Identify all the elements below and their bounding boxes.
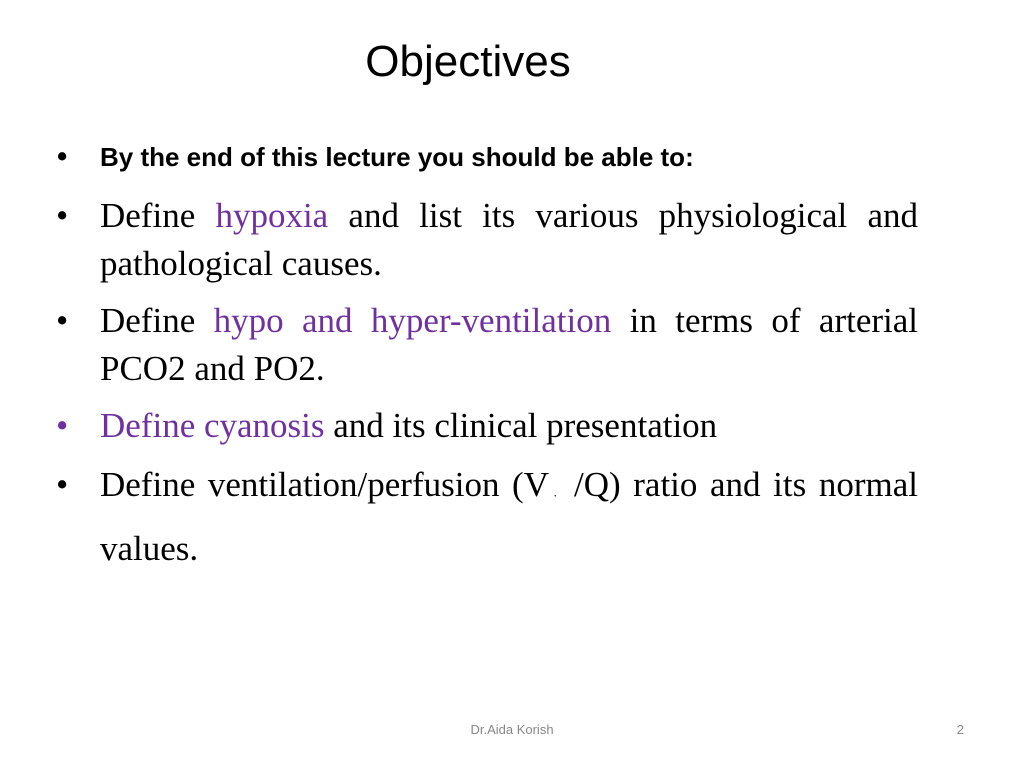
dot-subscript: ˙ (549, 493, 562, 508)
text: Define (100, 196, 216, 235)
text: /Q) ratio and its normal values. (100, 465, 918, 568)
highlight-term: hypoxia (215, 196, 329, 235)
bullet-icon: • (56, 301, 69, 340)
page-number: 2 (956, 722, 964, 737)
text: Define (100, 301, 214, 340)
bullet-icon: • (56, 196, 69, 235)
text: and its clinical presentation (324, 406, 718, 445)
highlight-term: Define cyanosis (100, 406, 325, 445)
text: Define ventilation/perfusion (V (100, 465, 549, 504)
text: in terms of arterial PCO2 and PO2. (100, 301, 918, 388)
intro-text: By the end of this lecture you should be able to: (100, 142, 694, 172)
bullet-icon: • (56, 137, 69, 176)
footer-author: Dr.Aida Korish (470, 722, 554, 737)
highlight-term: hypo and hyper-ventilation (213, 301, 612, 340)
objective-ventilation (56, 297, 918, 393)
intro-bullet (56, 137, 918, 177)
objective-vq-ratio (56, 461, 918, 573)
bullet-icon: • (56, 465, 69, 504)
objective-cyanosis (56, 402, 918, 450)
bullet-icon: • (56, 406, 69, 445)
slide-title: Objectives (365, 37, 571, 86)
text: and list its various physiological and pathological causes. (100, 196, 918, 283)
objective-hypoxia (56, 192, 918, 288)
